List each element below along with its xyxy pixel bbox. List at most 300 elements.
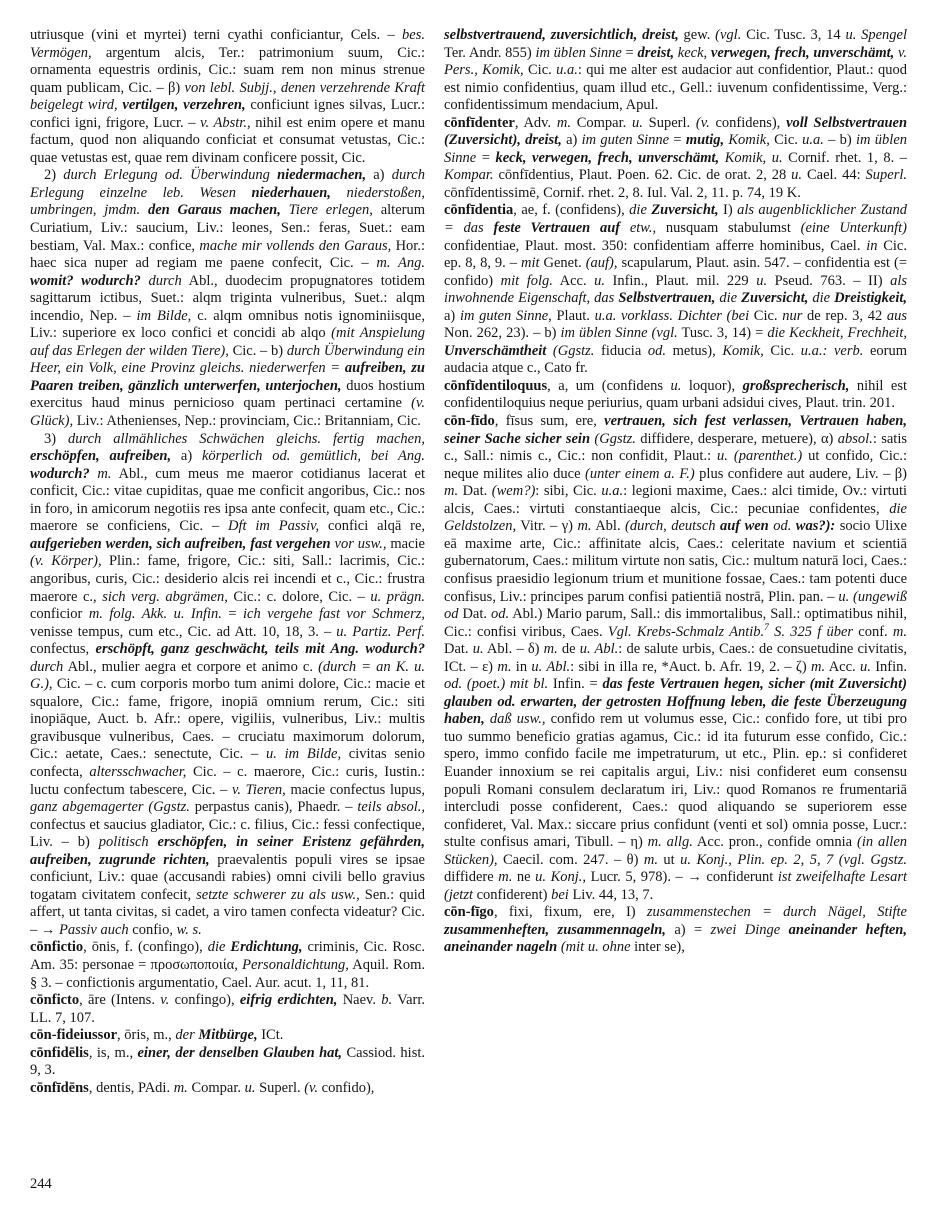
dictionary-paragraph xyxy=(30,992,425,1027)
text-segment: I) xyxy=(718,202,738,219)
text-segment: Abl., duodecim propugnatores totidem sagittarum ictibus, Suet.: alqm triginta vulneribus, Suet.: alqm incendio, Nep. – xyxy=(30,272,425,324)
text-columns xyxy=(30,27,907,1097)
text-segment: setzte schwerer zu als usw., xyxy=(196,886,360,903)
text-segment: niedermachen, xyxy=(277,167,367,184)
text-segment: durch xyxy=(30,658,64,675)
text-segment: u. Partiz. Perf. xyxy=(336,623,425,640)
text-segment: im guten Sinne xyxy=(581,132,670,149)
text-segment: m. xyxy=(811,658,826,675)
text-segment: in xyxy=(511,658,532,675)
text-segment: b. xyxy=(381,992,393,1009)
text-segment: durch xyxy=(148,272,182,289)
text-segment: erschöpft, ganz geschwächt, teils mit Ang. wodurch? xyxy=(95,641,425,658)
text-segment: Cael. 44: xyxy=(802,167,866,184)
text-segment: Varr. LL. 7, 107. xyxy=(30,992,425,1026)
text-segment: Infin., Plaut. mil. 229 xyxy=(604,272,757,289)
text-segment: mache mir vollends den Garaus, xyxy=(199,237,392,254)
text-segment: duos hostium exercitus haud minus pernicioso quam pertinaci certamine xyxy=(30,377,425,412)
text-segment: verwegen, frech, unverschämt, xyxy=(710,44,895,61)
text-segment: u. im Bilde, xyxy=(266,746,342,763)
text-segment: socio Ulixe eā maxime arte, Cic.: affinitate alcis, Caes.: celeritate navium et scientiā gubernatorum, Caes.: militum virtute non satis, Cic.: multum naturā loci, Caes.: confisus praesidio legionum trium et munitione fossae, Caes.: tam potenti duce confisus, Liv.: principes parum confisi patientiā nostrā, Plin. pan. – xyxy=(444,518,907,605)
dictionary-paragraph xyxy=(30,167,425,430)
text-segment: (durch, deutsch xyxy=(625,518,720,535)
dictionary-paragraph xyxy=(30,1080,425,1098)
text-segment: feste Vertrauen auf xyxy=(493,220,621,237)
text-segment: confidens), xyxy=(709,114,787,131)
text-segment: altersschwacher, xyxy=(89,763,187,780)
text-segment: m. xyxy=(556,114,571,131)
text-segment: mit xyxy=(520,255,540,272)
text-segment: 7 xyxy=(764,622,769,633)
text-segment: u. prägn. xyxy=(370,588,426,605)
right-column xyxy=(444,27,907,1097)
text-segment: den Garaus machen, xyxy=(147,202,281,219)
text-segment: u. xyxy=(244,1079,256,1096)
text-segment: Cassiod. hist. 9, 3. xyxy=(30,1044,425,1079)
text-segment: scapularum, Plaut. asin. 547. – confidentia est (= confido) xyxy=(444,255,908,289)
text-segment: de rep. 3, 42 xyxy=(802,307,887,324)
text-segment: , Adv. xyxy=(514,114,557,131)
text-segment: einer, der denselben Glauben hat, xyxy=(137,1044,343,1061)
text-segment: confectus et saucius gladiator, Cic.: c. filius, Cic.: fessi confectique, Liv. – b) xyxy=(30,816,425,851)
text-segment: bes. Vermögen, xyxy=(30,27,425,61)
text-segment: aufgerieben werden, sich aufreiben, fast vergehen xyxy=(30,535,335,552)
text-segment: Lucr. 5, 978). – → confiderunt xyxy=(586,869,778,886)
text-segment: zusammenheften, zusammennageln, xyxy=(444,921,666,938)
text-segment: ut xyxy=(657,851,681,868)
text-segment: m. Ang. xyxy=(376,255,425,272)
text-segment: cōnfīdentia xyxy=(444,202,514,219)
text-segment: civitas senio confecta, xyxy=(30,746,425,780)
text-segment: (v. Körper), xyxy=(30,553,102,570)
text-segment: od. xyxy=(768,518,796,535)
text-segment: gew. xyxy=(678,27,716,43)
dictionary-paragraph xyxy=(30,1045,425,1080)
text-segment: ne xyxy=(512,869,536,886)
text-segment: das feste Vertrauen hegen, sicher (mit Zuversicht) glauben od. erwarten, der getrosten Hoffnung leben, die feste Überzeugung haben, xyxy=(444,676,907,728)
text-segment: : de salute urbis, Caes.: de consuetudine civitatis, ICt. – ε) xyxy=(444,641,908,675)
text-segment: Cornif. rhet. 1, 8. – xyxy=(782,149,908,166)
text-segment: Dat. xyxy=(444,641,473,658)
text-segment: Vitr. – γ) xyxy=(516,518,578,535)
text-segment: etw., xyxy=(620,220,657,237)
text-segment: a) xyxy=(561,132,582,149)
text-segment: Genet. xyxy=(539,255,586,272)
text-segment: Caecil. com. 247. – θ) xyxy=(497,851,644,868)
text-segment: c. alqm omnibus notis ignominiisque, Liv.: superiore ex loco confici et concidi ab alqo xyxy=(30,307,425,342)
text-segment: Cic.: c. dolore, Cic. – xyxy=(227,588,371,605)
text-segment: S. 325 f über xyxy=(768,623,854,640)
text-segment: cōnfidēlis xyxy=(30,1044,89,1061)
text-segment: u.a. xyxy=(802,132,824,149)
text-segment: , āre (Intens. xyxy=(79,992,161,1009)
text-segment: durch Überwindung ein Heer, ein Volk, eine Provinz gleichs. niederwerfen = xyxy=(30,342,425,377)
text-segment: Plin.: fame, frigore, Cic.: siti, Sall.: lacrimis, Cic.: angoribus, curis, Cic.: desiderio alcis rei incendi et c., Cic.: frustra maerore c., xyxy=(30,553,425,605)
text-segment: Komik, xyxy=(722,342,764,359)
text-segment: a) = xyxy=(665,921,711,938)
text-segment: a) xyxy=(444,307,460,324)
text-segment: (Ggstz. xyxy=(546,342,595,359)
text-segment: inter se), xyxy=(630,939,685,956)
text-segment: (mit u. ohne xyxy=(557,939,631,956)
dictionary-paragraph xyxy=(30,939,425,992)
text-segment: Komik, xyxy=(724,132,770,149)
text-segment: venisse tempus, cum etc., Cic. ad Att. 10, 18, 3. – xyxy=(30,623,337,640)
text-segment: u. xyxy=(791,167,803,184)
dictionary-paragraph xyxy=(444,202,907,377)
dictionary-paragraph xyxy=(444,378,907,413)
text-segment: u. Konj., Plin. ep. 2, 5, 7 (vgl. Ggstz. xyxy=(680,851,907,868)
text-segment: m. allg. xyxy=(647,834,693,851)
text-segment: , ae, f. (confidens), xyxy=(513,202,630,219)
text-segment: (v. xyxy=(304,1079,319,1096)
text-segment: : satis c., Sall.: nimis c., Cic.: non confidit, Plaut.: xyxy=(444,430,907,465)
text-segment: metus), xyxy=(666,342,723,359)
text-segment: (Ggstz. xyxy=(590,430,636,447)
text-segment: , dentis, PAdi. xyxy=(88,1079,174,1096)
text-segment: 3) xyxy=(44,430,68,447)
text-segment: = xyxy=(621,44,638,61)
text-segment: : qui me alter est audacior aut confidentior, Plaut.: quod est nimio confidentius, quam illud etc., Gell.: iuvenum confidentissime, Verg.: confidentissimum mendacium, Apul. xyxy=(444,62,908,114)
text-segment: aneinander heften, aneinander nageln xyxy=(444,921,907,956)
text-segment: Zuversicht, xyxy=(651,202,719,219)
text-segment: cōnfīdenter xyxy=(444,114,515,131)
text-segment: = xyxy=(669,132,686,149)
text-segment: Acc. xyxy=(825,658,860,675)
text-segment: im guten Sinne, xyxy=(459,307,552,324)
text-segment: confido rem ut volumus esse, Cic.: confido fore, ut tibi pro tuo summo beneficio gratias agamus, Cic.: id ita futurum esse confido, Cic.: spero, immo confido facile me impetraturum, ut etc., Plin. ep.: si confideret Euander innoxium se rei capitalis argui, Liv.: nisi confideret eum consensu populi Romani consulem declaratum iri, Liv.: quod Romanos re frumentariā intercludi posse confiderent, Caes.: quod aliquando se superiorem esse confideret, Val. Max.: siccare prius confidunt (venti et sol) omnia posse, Lucr.: stulte confisus amari, Tibull. – η) xyxy=(444,711,907,851)
text-segment: conf. xyxy=(853,623,893,640)
text-segment: im üblen Sinne xyxy=(444,132,908,166)
text-segment: niederstoßen, umbringen, jmdm. xyxy=(30,184,426,219)
text-segment: od. xyxy=(490,606,510,623)
text-segment: conficiunt ignes silvas, Lucr.: confici igni, frigore, Lucr. – xyxy=(30,97,425,131)
text-segment: im Bilde, xyxy=(136,307,192,324)
text-segment: dreist, xyxy=(637,44,675,61)
text-segment: (auf), xyxy=(585,255,618,272)
text-segment: vor usw., xyxy=(334,535,387,552)
text-segment: Tusc. 3, 14) = xyxy=(677,325,768,342)
text-segment: u.a.: verb. xyxy=(800,342,864,359)
text-segment: conficior xyxy=(30,606,89,623)
text-segment: durch Erlegung od. Überwindung xyxy=(63,167,278,184)
text-segment: macie confectus lupus, xyxy=(285,781,425,798)
text-segment: Superl. xyxy=(865,167,907,184)
text-segment: cōnfīdentiloquus xyxy=(444,377,548,394)
text-segment: cōnfīdēns xyxy=(30,1079,89,1096)
text-segment: (mit Anspielung auf das Erlegen der wilden Tiere), xyxy=(30,325,425,359)
text-segment: od. xyxy=(647,342,666,359)
text-segment: m. xyxy=(444,483,459,500)
text-segment: diffidere xyxy=(444,869,499,886)
text-segment: Compar. xyxy=(187,1079,245,1096)
text-segment: von lebl. Subjj., denen verzehrende Kraft beigelegt wird, xyxy=(30,79,425,114)
dictionary-paragraph xyxy=(444,27,907,115)
text-segment: Ter. Andr. 855) xyxy=(444,44,536,61)
text-segment: , fīsus sum, ere, xyxy=(494,413,605,430)
text-segment: u. xyxy=(472,641,484,658)
text-segment: m. xyxy=(497,658,512,675)
text-segment: (unter einem a. F.) xyxy=(585,465,695,482)
text-segment: Infin. = xyxy=(548,676,603,693)
text-segment: , a, um (confidens xyxy=(547,377,671,394)
text-segment: nur xyxy=(782,307,803,324)
text-segment: Vgl. Krebs-Schmalz Antib. xyxy=(607,623,765,640)
text-segment: confingo), xyxy=(169,992,240,1009)
text-segment: Superl. xyxy=(255,1079,305,1096)
text-segment: durch Erlegung einzelne leb. Wesen xyxy=(30,167,425,201)
text-segment: Liv.: Athenienses, Nep.: provinciam, Cic.: Britanniam, Cic. xyxy=(73,413,421,430)
text-segment: Cic. xyxy=(769,132,803,149)
text-segment: praevalentis populi vires se ipsae conficiunt, Liv.: quae (accusandi rabies) omni civili bello gravius togatam civitatem confecit, xyxy=(30,851,425,903)
text-segment: u.a. xyxy=(556,62,578,79)
text-segment: confido), xyxy=(318,1079,375,1096)
text-segment: auf wen xyxy=(719,518,769,535)
text-segment: argentum alcis, Ter.: patrimonium suum, Cic.: ornamenta equestris ordinis, Cic.: suam rem non minus strenue quam publicam, Cic. – β) xyxy=(30,44,425,96)
text-segment: die Geldstolzen, xyxy=(444,500,907,535)
text-segment: Mitbürge, xyxy=(198,1027,258,1044)
text-segment: Acc. pron., confide omnia xyxy=(692,834,858,851)
text-segment: Cic. xyxy=(523,62,557,79)
text-segment: Cic. – c. maerore, Cic.: curis, Iustin.: luctu confectum tabescere, Cic. – xyxy=(30,763,425,798)
text-segment: ut confido, Cic.: neque milites alio duce xyxy=(444,448,907,482)
text-segment: , is, m., xyxy=(88,1044,138,1061)
text-segment: die xyxy=(715,290,742,307)
text-segment: m. xyxy=(498,869,513,886)
text-segment: m. xyxy=(543,641,558,658)
text-segment: Abl., mulier aegra et corpore et animo c. xyxy=(63,658,319,675)
text-segment: Dat. xyxy=(458,483,492,500)
text-segment: niederhauen, xyxy=(251,184,331,201)
text-segment: Komik, u. xyxy=(719,149,783,166)
text-segment: Dft im Passiv, xyxy=(228,518,320,535)
text-segment: plus confidere aut audere, Liv. – β) xyxy=(694,465,908,482)
text-segment: = xyxy=(476,149,496,166)
text-segment: de xyxy=(557,641,580,658)
text-segment: in xyxy=(866,237,878,254)
text-segment: (in allen Stücken), xyxy=(444,834,908,868)
text-segment: macie xyxy=(386,535,425,552)
text-segment: u. Abl. xyxy=(579,641,619,658)
text-segment: u. (parenthet.) xyxy=(717,448,803,465)
text-segment: Personaldichtung, xyxy=(242,956,349,973)
text-segment: vertilgen, verzehren, xyxy=(122,97,246,114)
text-segment: (wem?) xyxy=(491,483,536,500)
dictionary-paragraph xyxy=(30,431,425,940)
text-segment: Acc. xyxy=(552,272,595,289)
text-segment: cōnficto xyxy=(30,992,80,1009)
text-segment: m. xyxy=(892,623,908,640)
text-segment: (v. xyxy=(695,114,710,131)
text-segment: u. xyxy=(594,272,605,289)
text-segment: großsprecherisch, xyxy=(742,377,850,394)
text-segment: u. xyxy=(860,658,871,675)
text-segment: im üblen Sinne xyxy=(535,44,622,61)
text-segment: m. xyxy=(643,851,658,868)
text-segment: w. s. xyxy=(176,921,202,938)
text-segment: die Keckheit, Frechheit, xyxy=(767,325,907,342)
text-segment: v. Abstr., xyxy=(200,114,251,131)
text-segment: confiderent) xyxy=(473,886,552,903)
text-segment: voll Selbstvertrauen (Zuversicht), dreist, xyxy=(444,114,908,149)
text-segment: aufreiben, zu Paaren treiben, gänzlich unterwerfen, unterjochen, xyxy=(30,360,425,394)
text-segment: was?): xyxy=(795,518,836,535)
text-segment: confici alqā re, xyxy=(319,518,426,535)
text-segment: confidentiae, Plaut. most. 350: confidentiam afferre hominibus, Cael. xyxy=(444,237,867,254)
text-segment: loquor), xyxy=(681,377,743,394)
text-segment: die xyxy=(207,939,231,956)
text-segment: : sibi, Cic. xyxy=(535,483,602,500)
text-segment: eifrig erdichten, xyxy=(239,992,338,1009)
text-segment: sich verg. abgrämen, xyxy=(102,588,228,605)
text-segment: v. Pers., Komik, xyxy=(444,44,908,79)
text-segment: Plaut. xyxy=(551,307,595,324)
text-segment: Abl. – δ) xyxy=(483,641,544,658)
text-segment: cōn-fīdo xyxy=(444,413,495,430)
text-segment: : sibi in illa re, *Auct. b. Afr. 19, 2. – ζ) xyxy=(570,658,812,675)
text-segment: u.a. vorklass. Dichter (bei xyxy=(594,307,750,324)
text-segment: die xyxy=(629,202,652,219)
text-segment: v. Tieren, xyxy=(232,781,286,798)
text-segment: als inwohnende Eigenschaft, das xyxy=(444,272,907,307)
text-segment: criminis, Cic. Rosc. Am. 35: personae = προσωποποιία, xyxy=(30,939,425,973)
text-segment: Infin. xyxy=(870,658,908,675)
text-segment: teils absol., xyxy=(357,799,425,816)
text-segment: Abl.) Mario parum, Sall.: dis immortalibus, Sall.: optimatibus nihil, Cic.: confisi viribus, Caes. xyxy=(444,606,907,640)
text-segment: od. (poet.) mit bl. xyxy=(444,676,549,693)
text-segment: Unverschämtheit xyxy=(444,342,547,359)
text-segment: – b) xyxy=(823,132,857,149)
text-segment: keck, xyxy=(674,44,711,61)
text-segment: , fixi, fixum, ere, I) xyxy=(493,904,647,921)
text-segment: Abl., cum meus me maeror cotidianus lacerat et conficit, Cic.: vitae cupiditas, quae me conficit angoribus, Cic.: nos in foro, in amicorum negotiis res ipsa ante confecit, quam etc., Cic.: maerore se conficiens, Cic. – xyxy=(30,465,425,535)
text-segment: daß usw., xyxy=(484,711,546,728)
text-segment: u. (ungewiß od xyxy=(444,588,908,623)
text-segment: als augenblicklicher Zustand = das xyxy=(444,202,908,237)
text-segment: Cic. xyxy=(749,307,783,324)
text-segment: ICt. xyxy=(257,1027,284,1044)
text-segment: vertrauen, sich fest verlassen, Vertrauen haben, seiner Sache sicher sein xyxy=(444,413,907,447)
text-segment: politisch xyxy=(98,834,158,851)
text-segment: cōnfictio xyxy=(30,939,84,956)
text-segment: nihil est enim opere et manu factum, quod non aliquando conficiat et consumat vetustas, Cic.: quae vetustas est, quae rem divinam conficere possit, Cic. xyxy=(30,114,425,166)
text-segment: ich vergehe fast vor Schmerz, xyxy=(243,606,425,623)
text-segment: fiducia xyxy=(594,342,648,359)
text-segment: Pseud. 763. – II) xyxy=(767,272,891,289)
text-segment: , ōris, m., xyxy=(117,1027,176,1044)
text-segment: alterum Curiatium, Liv.: saucium, Liv.: leones, Sen.: feras, Suet.: eam bestiam, Val. Max.: confice, xyxy=(30,202,425,254)
text-segment: Cic. – b) xyxy=(228,342,287,359)
text-segment: confio, xyxy=(128,921,177,938)
text-segment: u. xyxy=(632,114,643,131)
text-segment: u. xyxy=(756,272,768,289)
text-segment: Cic. Tusc. 3, 14 xyxy=(741,27,846,43)
text-segment: , ōnis, f. (confingo), xyxy=(83,939,208,956)
text-segment: Naev. xyxy=(337,992,382,1009)
text-segment: nihil est confidentiloquius neque periurius, quam urbani adsidui cives, Plaut. trin. 201. xyxy=(444,377,907,412)
text-segment: die xyxy=(808,290,835,307)
text-segment: durch allmähliches Schwächen gleichs. fertig machen, xyxy=(68,430,425,447)
text-segment: wodurch? xyxy=(30,465,98,482)
text-segment: cōnfīdentius, Plaut. Poen. 62. Cic. de orat. 2, 28 xyxy=(493,167,792,184)
text-segment: Zuversicht, xyxy=(741,290,809,307)
dictionary-paragraph xyxy=(444,904,907,957)
text-segment: womit? wodurch? xyxy=(30,272,149,289)
text-segment: m. xyxy=(577,518,592,535)
text-segment: u. xyxy=(670,377,682,394)
text-segment: zusammenstechen = durch Nägel, Stifte xyxy=(646,904,907,921)
text-segment: = xyxy=(221,606,244,623)
text-segment: cōn-fīgo xyxy=(444,904,494,921)
text-segment: Tiere erlegen, xyxy=(280,202,373,219)
text-segment: confectus, xyxy=(30,641,96,658)
text-segment: Superl. xyxy=(642,114,696,131)
text-segment: u. Konj., xyxy=(535,869,587,886)
text-segment: Dat. xyxy=(458,606,491,623)
text-segment: Dreistigkeit, xyxy=(834,290,908,307)
text-segment: u. Abl. xyxy=(531,658,571,675)
text-segment: diffidere, desperare, metuere), α) xyxy=(635,430,838,447)
text-segment: utriusque (vini et myrtei) terni cyathi conficiantur, Cels. – xyxy=(30,27,403,43)
text-segment: körperlich od. gemütlich, bei Ang. xyxy=(202,448,425,465)
text-segment: absol. xyxy=(837,430,873,447)
text-segment: im üblen Sinne (vgl. xyxy=(560,325,678,342)
text-segment: cōn-fideiussor xyxy=(30,1027,117,1044)
text-segment: 2) xyxy=(44,167,64,184)
text-segment: eorum audacia atque c., Cato fr. xyxy=(444,342,908,377)
text-segment: (durch = an K. u. G.), xyxy=(30,658,425,693)
text-segment: Compar. xyxy=(570,114,633,131)
text-segment: bei xyxy=(551,886,569,903)
text-segment: Erdichtung, xyxy=(230,939,303,956)
text-segment: mit folg. xyxy=(500,272,553,289)
text-segment: aus xyxy=(886,307,908,324)
text-segment: u. Spengel xyxy=(845,27,907,43)
text-segment: erschöpfen, in seiner Eristenz gefährden, aufreiben, zugrunde richten, xyxy=(30,834,425,868)
text-segment: Selbstvertrauen, xyxy=(618,290,716,307)
text-segment: zwei Dinge xyxy=(710,921,789,938)
page-number: 244 xyxy=(30,1176,52,1192)
text-segment: Cic. ep. 8, 8, 9. – xyxy=(444,237,907,272)
text-segment: ganz abgemagerter (Ggstz. xyxy=(30,799,190,816)
text-segment: Kompar. xyxy=(444,167,494,184)
text-segment: erschöpfen, aufreiben, xyxy=(30,448,172,465)
text-segment: Cic. – c. cum corporis morbo tum animi dolore, Cic.: macie et squalore, Cic.: fame, frigore, inopiā omnium rerum, Cic.: siti inopiāque, Auct. b. Afr.: opere, vigiliis, vulneribus, Liv.: multis gravibusque vulneribus, Caes. – cruciatu maximorum dolorum, Cic.: aetate, Caes.: senectute, Cic. – xyxy=(30,676,425,763)
text-segment: Non. 262, 23). – b) xyxy=(444,325,561,342)
text-segment: ist zweifelhafte Lesart (jetzt xyxy=(444,869,907,903)
text-segment: cōnfīdentissimē, Cornif. rhet. 2, 8. Iul. Val. 2, 11. p. 74, 19 K. xyxy=(444,184,801,201)
text-segment: (v. Glück), xyxy=(30,395,425,430)
text-segment: selbstvertrauend, zuversichtlich, dreist, xyxy=(444,27,679,43)
text-segment: a) xyxy=(171,448,202,465)
text-segment: v. xyxy=(160,992,170,1009)
text-segment: Hor.: haec sica nuper ad regiam me paene confecit, Cic. – xyxy=(30,237,425,272)
text-segment: Liv. 44, 13, 7. xyxy=(568,886,654,903)
text-segment: Cic. xyxy=(763,342,801,359)
text-segment: Sen.: quid affert, ut tanta civitas, si cadet, a viro tamen confecta videatur? Cic. – → xyxy=(30,886,425,938)
dictionary-paragraph xyxy=(444,413,907,904)
text-segment: m. xyxy=(173,1079,188,1096)
dictionary-paragraph xyxy=(30,1027,425,1045)
text-segment: Abl. xyxy=(591,518,626,535)
text-segment: Passiv auch xyxy=(59,921,129,938)
text-segment: m. folg. Akk. u. Infin. xyxy=(88,606,222,623)
text-segment: : legioni maxime, Caes.: alci timide, Ov.: virtuti alcis, Caes.: virtuti constantiaeque alcis, Cic.: pecuniae confidentes, xyxy=(444,483,907,517)
left-column xyxy=(30,27,425,1097)
text-segment: nusquam stabulumst xyxy=(656,220,801,237)
text-segment: a) xyxy=(366,167,392,184)
dictionary-paragraph xyxy=(30,27,425,167)
